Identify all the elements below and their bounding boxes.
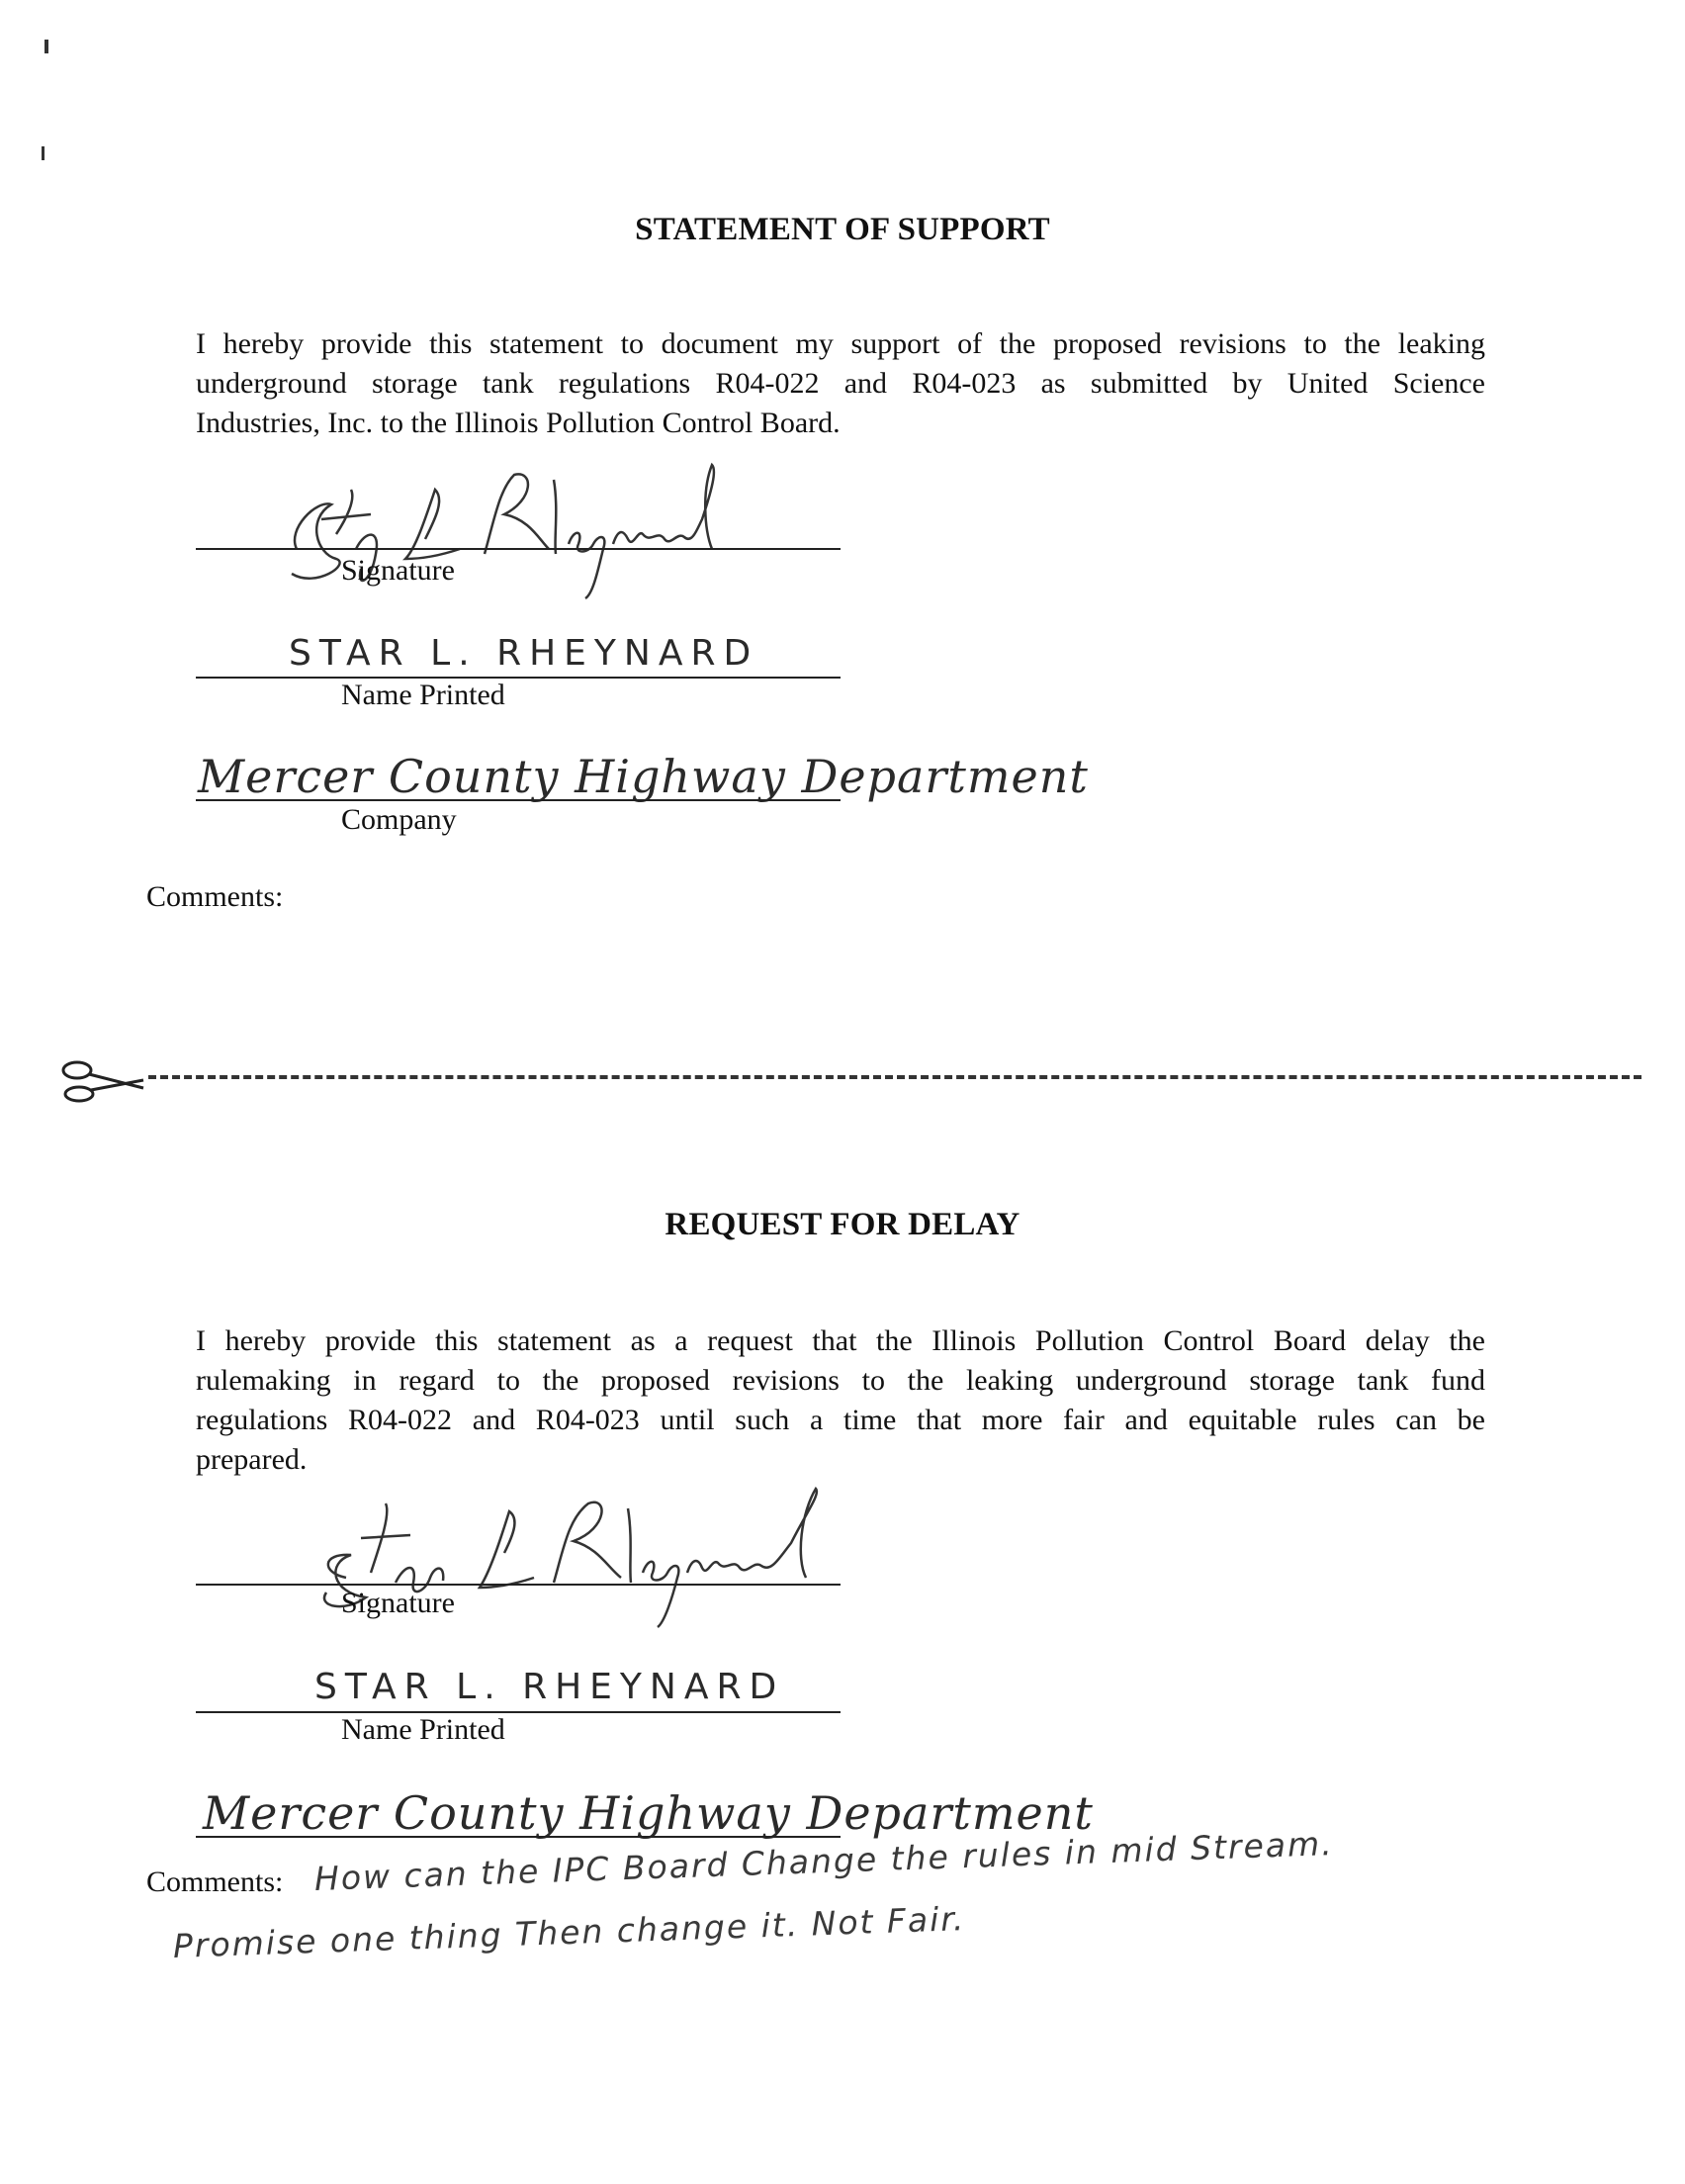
company-line (196, 1836, 841, 1838)
company-handwritten: Mercer County Highway Department (198, 750, 1089, 803)
name-printed-label: Name Printed (341, 1713, 505, 1746)
margin-mark (42, 146, 44, 160)
paragraph-line: Industries, Inc. to the Illinois Pollution Control Board. (196, 407, 841, 439)
printed-name-handwritten: STAR L. RHEYNARD (314, 1667, 785, 1707)
scissors-icon (59, 1056, 148, 1106)
company-handwritten: Mercer County Highway Department (203, 1786, 1094, 1840)
paragraph-line: I hereby provide this statement as a request that the Illinois Pollution Control Board delay the (196, 1324, 1485, 1357)
paragraph-line: regulations R04-022 and R04-023 until such a time that more fair and equitable rules can be (196, 1404, 1485, 1436)
paragraph-line: prepared. (196, 1443, 308, 1476)
name-line (196, 677, 841, 679)
comments-label: Comments: (146, 1866, 284, 1898)
comment-handwritten-line: How can the IPC Board Change the rules in mid Stream. (313, 1824, 1335, 1898)
paragraph-line: I hereby provide this statement to document my support of the proposed revisions to the leaking (196, 327, 1485, 360)
margin-mark (44, 40, 48, 53)
signature-line (196, 1584, 841, 1586)
support-title: STATEMENT OF SUPPORT (635, 212, 1050, 247)
signature-line (196, 548, 841, 550)
name-printed-label: Name Printed (341, 679, 505, 711)
paragraph-line: underground storage tank regulations R04-022 and R04-023 as submitted by United Science (196, 367, 1485, 400)
cut-line (148, 1075, 1641, 1079)
paragraph-line: rulemaking in regard to the proposed revisions to the leaking underground storage tank fund (196, 1364, 1485, 1397)
delay-paragraph (196, 1321, 1485, 1480)
comment-handwritten-line: Promise one thing Then change it. Not Fair. (172, 1899, 966, 1965)
delay-title: REQUEST FOR DELAY (665, 1207, 1020, 1242)
signature-label: Signature (341, 1587, 455, 1619)
printed-name-handwritten: STAR L. RHEYNARD (289, 633, 759, 674)
signature-label: Signature (341, 554, 455, 587)
company-label: Company (341, 803, 457, 836)
company-line (196, 799, 841, 801)
support-paragraph (196, 324, 1485, 443)
name-line (196, 1711, 841, 1713)
comments-label: Comments: (146, 880, 284, 913)
